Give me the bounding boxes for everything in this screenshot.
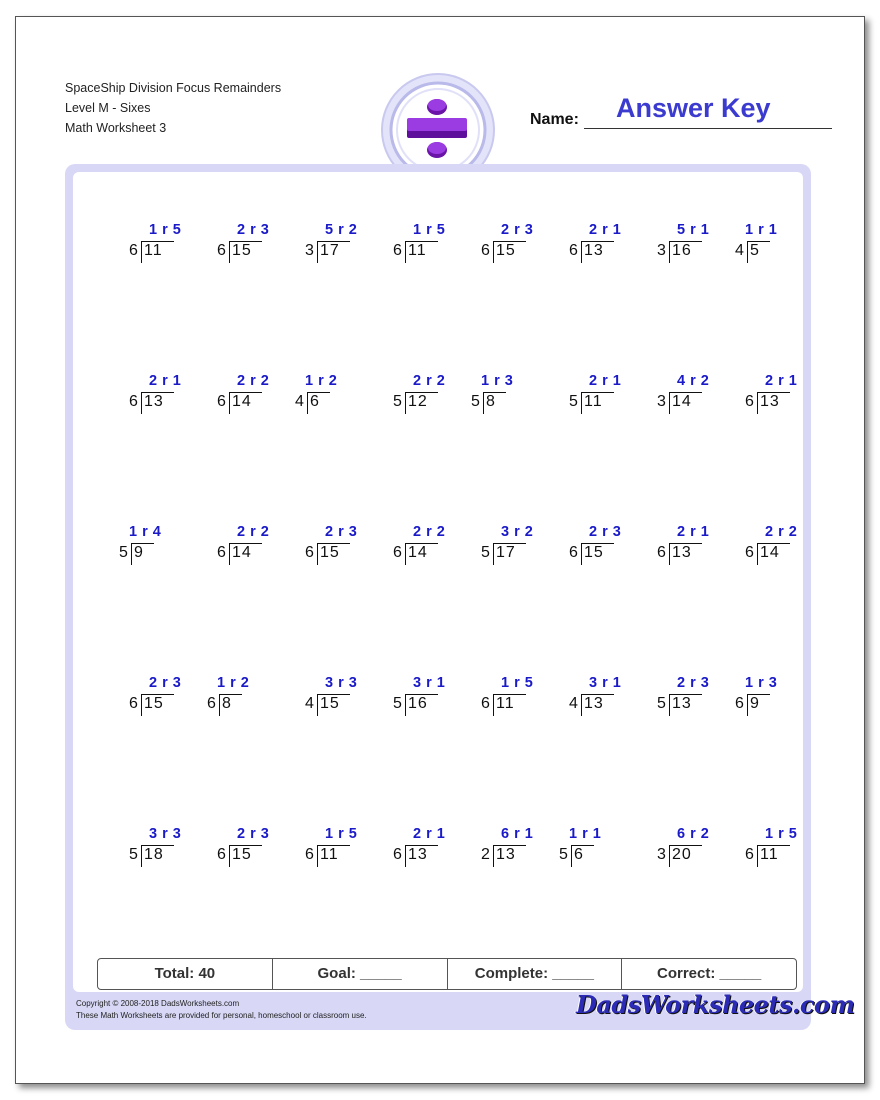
correct-cell[interactable]: Correct: _____ [657,965,762,982]
copyright-line-1: Copyright © 2008-2018 DadsWorksheets.com [76,999,240,1008]
answer-quotient: 1 r 3 [481,373,514,389]
divisor: 6 [745,846,754,863]
divisor: 6 [129,695,138,712]
dividend: 13 [584,695,604,712]
dividend: 11 [320,846,339,863]
dividend: 13 [584,242,604,259]
answer-quotient: 2 r 3 [237,826,270,842]
divisor: 4 [305,695,314,712]
worksheet-title [65,78,281,138]
answer-quotient: 1 r 2 [217,675,250,691]
answer-quotient: 2 r 3 [501,222,534,238]
divisor: 6 [393,846,402,863]
dividend: 13 [672,544,692,561]
divisor: 5 [393,695,402,712]
division-problem [539,222,622,272]
divisor: 5 [119,544,128,561]
division-problem [715,826,798,876]
division-problem [715,373,798,423]
total-cell: Total: 40 [98,959,273,989]
division-problem [363,222,446,272]
division-problem [99,373,182,423]
dividend: 11 [408,242,427,259]
divisor: 4 [735,242,744,259]
problem-sheet-frame [65,164,855,1030]
dividend: 6 [310,393,320,410]
answer-quotient: 2 r 1 [765,373,798,389]
division-problem [99,675,182,725]
dividend: 15 [320,544,340,561]
divisor: 6 [569,544,578,561]
name-field-line[interactable] [584,128,832,129]
answer-quotient: 2 r 3 [589,524,622,540]
divisor: 6 [745,393,754,410]
answer-quotient: 1 r 3 [745,675,778,691]
divisor: 6 [481,695,490,712]
division-problem [715,675,795,725]
division-problem [275,524,358,574]
divisor: 5 [129,846,138,863]
dividend: 15 [144,695,164,712]
division-problem [627,826,710,876]
dividend: 13 [144,393,164,410]
answer-key-label: Answer Key [616,93,771,123]
divisor: 3 [657,393,666,410]
dividend: 14 [408,544,428,561]
division-problem [275,826,358,876]
division-problem [539,524,622,574]
divisor: 5 [657,695,666,712]
dividend: 8 [486,393,496,410]
division-problem [187,222,270,272]
division-problem [187,675,267,725]
answer-quotient: 2 r 3 [677,675,710,691]
dividend: 16 [672,242,692,259]
answer-quotient: 1 r 5 [149,222,182,238]
dividend: 15 [496,242,516,259]
division-problem [99,524,179,574]
answer-quotient: 2 r 2 [237,373,270,389]
title-line-1: SpaceShip Division Focus Remainders [65,81,282,95]
divisor: 3 [657,242,666,259]
dividend: 11 [144,242,163,259]
answer-quotient: 1 r 2 [305,373,338,389]
divisor: 5 [559,846,568,863]
dividend: 8 [222,695,232,712]
dividend: 13 [496,846,516,863]
division-problem [627,524,710,574]
division-problem [275,222,358,272]
division-problem [187,826,270,876]
divisor: 6 [217,393,226,410]
dividend: 9 [750,695,760,712]
answer-quotient: 2 r 1 [589,222,622,238]
division-problem [451,222,534,272]
copyright-line-2: These Math Worksheets are provided for personal, homeschool or classroom use. [76,1011,367,1020]
answer-quotient: 3 r 2 [501,524,534,540]
answer-quotient: 6 r 1 [501,826,534,842]
divisor: 6 [129,242,138,259]
divisor: 4 [295,393,304,410]
dividend: 15 [320,695,340,712]
answer-quotient: 2 r 3 [149,675,182,691]
divisor: 5 [393,393,402,410]
answer-quotient: 3 r 1 [589,675,622,691]
dividend: 6 [574,846,584,863]
answer-quotient: 2 r 3 [325,524,358,540]
answer-quotient: 5 r 2 [325,222,358,238]
divisor: 2 [481,846,490,863]
division-problem [539,373,622,423]
answer-quotient: 2 r 2 [237,524,270,540]
dividend: 15 [232,242,252,259]
division-problem [363,524,446,574]
answer-quotient: 2 r 1 [677,524,710,540]
dividend: 17 [320,242,340,259]
dividend: 11 [760,846,779,863]
division-problem [627,222,710,272]
dividend: 12 [408,393,428,410]
divisor: 6 [305,846,314,863]
answer-quotient: 1 r 1 [745,222,778,238]
dividend: 13 [408,846,428,863]
division-problem [451,826,534,876]
dividend: 11 [584,393,603,410]
division-problem [363,675,446,725]
dividend: 5 [750,242,760,259]
dividend: 14 [760,544,780,561]
answer-quotient: 1 r 5 [413,222,446,238]
division-problem [539,675,622,725]
title-line-3: Math Worksheet 3 [65,121,167,135]
dividend: 13 [760,393,780,410]
division-problem [99,826,182,876]
answer-quotient: 2 r 2 [413,524,446,540]
goal-cell[interactable]: Goal: _____ [273,959,448,989]
divisor: 3 [657,846,666,863]
division-problem [187,373,270,423]
dividend: 15 [584,544,604,561]
title-line-2: Level M - Sixes [65,101,151,115]
division-problem [451,373,531,423]
worksheet-page [15,16,865,1084]
answer-quotient: 3 r 3 [149,826,182,842]
answer-quotient: 1 r 1 [569,826,602,842]
brand-logo[interactable]: DadsWorksheets.com [576,990,855,1019]
score-table [97,958,797,990]
answer-quotient: 1 r 5 [501,675,534,691]
dividend: 15 [232,846,252,863]
dividend: 11 [496,695,515,712]
answer-quotient: 1 r 5 [325,826,358,842]
division-problem [627,675,710,725]
answer-quotient: 3 r 3 [325,675,358,691]
answer-quotient: 1 r 4 [129,524,162,540]
divisor: 6 [129,393,138,410]
division-problem [187,524,270,574]
division-problem [99,222,182,272]
division-problem [451,675,534,725]
division-problem [363,373,446,423]
divisor: 6 [745,544,754,561]
answer-quotient: 2 r 1 [589,373,622,389]
divisor: 6 [217,846,226,863]
answer-quotient: 1 r 5 [765,826,798,842]
answer-quotient: 2 r 1 [413,826,446,842]
division-problem [275,373,355,423]
copyright-notice [76,998,367,1022]
dividend: 16 [408,695,428,712]
division-problem [451,524,534,574]
division-problem [715,222,795,272]
divisor: 6 [207,695,216,712]
dividend: 14 [672,393,692,410]
division-problem [539,826,619,876]
divisor: 4 [569,695,578,712]
divisor: 6 [217,544,226,561]
division-problem [275,675,358,725]
dividend: 14 [232,544,252,561]
dividend: 9 [134,544,144,561]
divisor: 6 [569,242,578,259]
divisor: 5 [481,544,490,561]
answer-quotient: 2 r 2 [413,373,446,389]
divisor: 6 [657,544,666,561]
problem-sheet [73,172,803,992]
name-label: Name: [530,111,579,128]
division-problem [363,826,446,876]
divisor: 5 [471,393,480,410]
divisor: 6 [735,695,744,712]
answer-quotient: 2 r 3 [237,222,270,238]
divisor: 3 [305,242,314,259]
complete-cell[interactable]: Complete: _____ [448,959,623,989]
answer-quotient: 6 r 2 [677,826,710,842]
dividend: 14 [232,393,252,410]
answer-quotient: 5 r 1 [677,222,710,238]
dividend: 18 [144,846,164,863]
divisor: 6 [481,242,490,259]
divisor: 6 [393,544,402,561]
divisor: 6 [217,242,226,259]
dividend: 13 [672,695,692,712]
answer-quotient: 2 r 2 [765,524,798,540]
divisor: 6 [305,544,314,561]
dividend: 17 [496,544,516,561]
answer-quotient: 3 r 1 [413,675,446,691]
division-problem [715,524,798,574]
answer-quotient: 4 r 2 [677,373,710,389]
answer-quotient: 2 r 1 [149,373,182,389]
problem-grid [73,172,803,952]
dividend: 20 [672,846,692,863]
divisor: 6 [393,242,402,259]
divisor: 5 [569,393,578,410]
division-problem [627,373,710,423]
